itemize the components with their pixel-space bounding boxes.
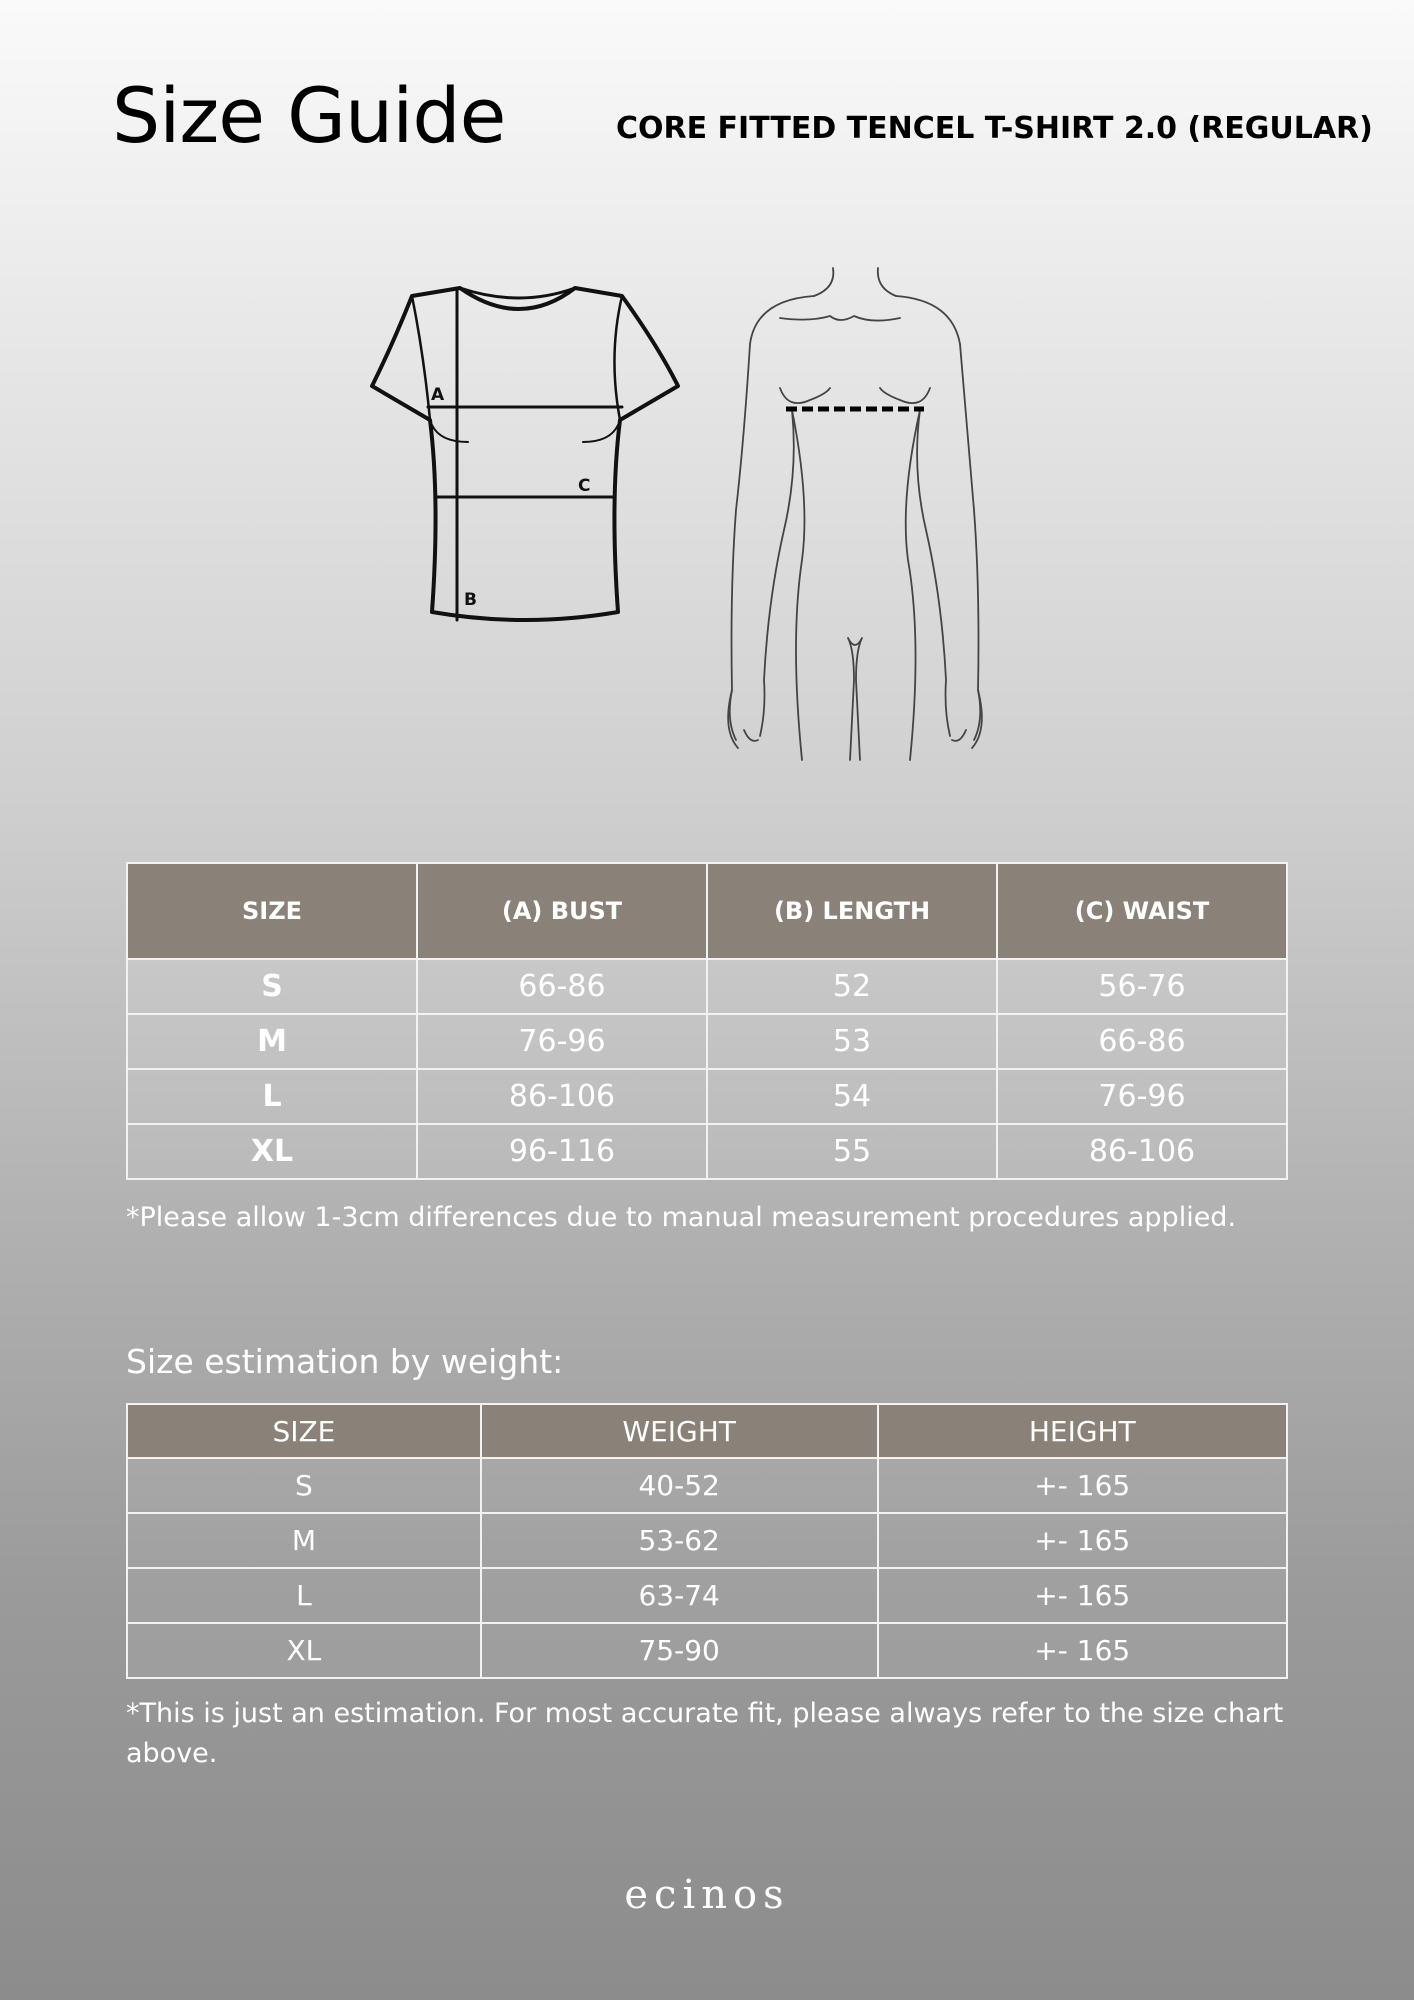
header-weight: WEIGHT (481, 1404, 878, 1458)
right-arm-inner (917, 410, 950, 736)
cell-bust: 66-86 (417, 959, 707, 1014)
product-name: CORE FITTED TENCEL T-SHIRT 2.0 (REGULAR) (616, 111, 1373, 146)
cell-length: 52 (707, 959, 997, 1014)
cell-size: L (127, 1568, 481, 1623)
cell-bust: 96-116 (417, 1124, 707, 1179)
cell-size: XL (127, 1124, 417, 1179)
table-row (127, 1568, 1287, 1623)
header-length: (B) LENGTH (707, 863, 997, 959)
cell-size: M (127, 1513, 481, 1568)
label-b: B (464, 590, 477, 610)
cell-length: 53 (707, 1014, 997, 1069)
cell-size: S (127, 959, 417, 1014)
cell-bust: 76-96 (417, 1014, 707, 1069)
table-row (127, 1069, 1287, 1124)
cell-weight: 53-62 (481, 1513, 878, 1568)
cell-waist: 86-106 (997, 1124, 1287, 1179)
cell-size: S (127, 1458, 481, 1513)
estimation-note: *This is just an estimation. For most accurate fit, please always refer to the size chart above. (126, 1698, 1284, 1769)
header-bust: (A) BUST (417, 863, 707, 959)
chest-left (780, 388, 830, 403)
cell-height: +- 165 (878, 1458, 1287, 1513)
header-waist: (C) WAIST (997, 863, 1287, 959)
label-a: A (431, 385, 445, 405)
cell-weight: 63-74 (481, 1568, 878, 1623)
cell-waist: 76-96 (997, 1069, 1287, 1124)
measurement-note: *Please allow 1-3cm differences due to manual measurement procedures applied. (126, 1202, 1237, 1233)
table-row (127, 1014, 1287, 1069)
cell-waist: 66-86 (997, 1014, 1287, 1069)
neck-left (814, 268, 833, 296)
table-row (127, 1124, 1287, 1179)
measurement-illustration (340, 260, 1020, 790)
right-arm-outer (960, 344, 980, 740)
header-height: HEIGHT (878, 1404, 1287, 1458)
left-sleeve-seam (412, 296, 430, 420)
table-header-row (127, 863, 1287, 959)
cell-length: 54 (707, 1069, 997, 1124)
left-arm-inner (760, 410, 794, 736)
table-row (127, 1458, 1287, 1513)
header-size: SIZE (127, 863, 417, 959)
brand-logo: ecinos (624, 1872, 790, 1918)
cell-height: +- 165 (878, 1513, 1287, 1568)
table-row (127, 959, 1287, 1014)
cell-height: +- 165 (878, 1568, 1287, 1623)
tshirt-diagram (372, 288, 678, 620)
size-chart-table (126, 862, 1288, 1180)
bust-curve-left (432, 425, 468, 442)
chest-right (880, 388, 930, 403)
inner-legs (848, 638, 862, 760)
cell-waist: 56-76 (997, 959, 1287, 1014)
right-shoulder (896, 296, 960, 344)
table-header-row (127, 1404, 1287, 1458)
weight-chart-table (126, 1403, 1288, 1679)
cell-size: L (127, 1069, 417, 1124)
cell-length: 55 (707, 1124, 997, 1179)
right-hand (952, 690, 982, 748)
left-arm-outer (730, 344, 750, 740)
weight-section-heading: Size estimation by weight: (126, 1342, 564, 1381)
neck-right (878, 268, 896, 296)
tshirt-outline (372, 288, 678, 620)
body-figure (728, 268, 982, 760)
label-c: C (578, 476, 591, 496)
page-title: Size Guide (112, 71, 506, 160)
cell-bust: 86-106 (417, 1069, 707, 1124)
right-sleeve-seam (614, 296, 622, 420)
cell-size: XL (127, 1623, 481, 1678)
table-row (127, 1623, 1287, 1678)
cell-weight: 75-90 (481, 1623, 878, 1678)
table-row (127, 1513, 1287, 1568)
left-hand (728, 690, 758, 748)
cell-size: M (127, 1014, 417, 1069)
cell-weight: 40-52 (481, 1458, 878, 1513)
header-size: SIZE (127, 1404, 481, 1458)
collarbones (780, 316, 900, 321)
bust-curve-right (583, 425, 618, 442)
cell-height: +- 165 (878, 1623, 1287, 1678)
